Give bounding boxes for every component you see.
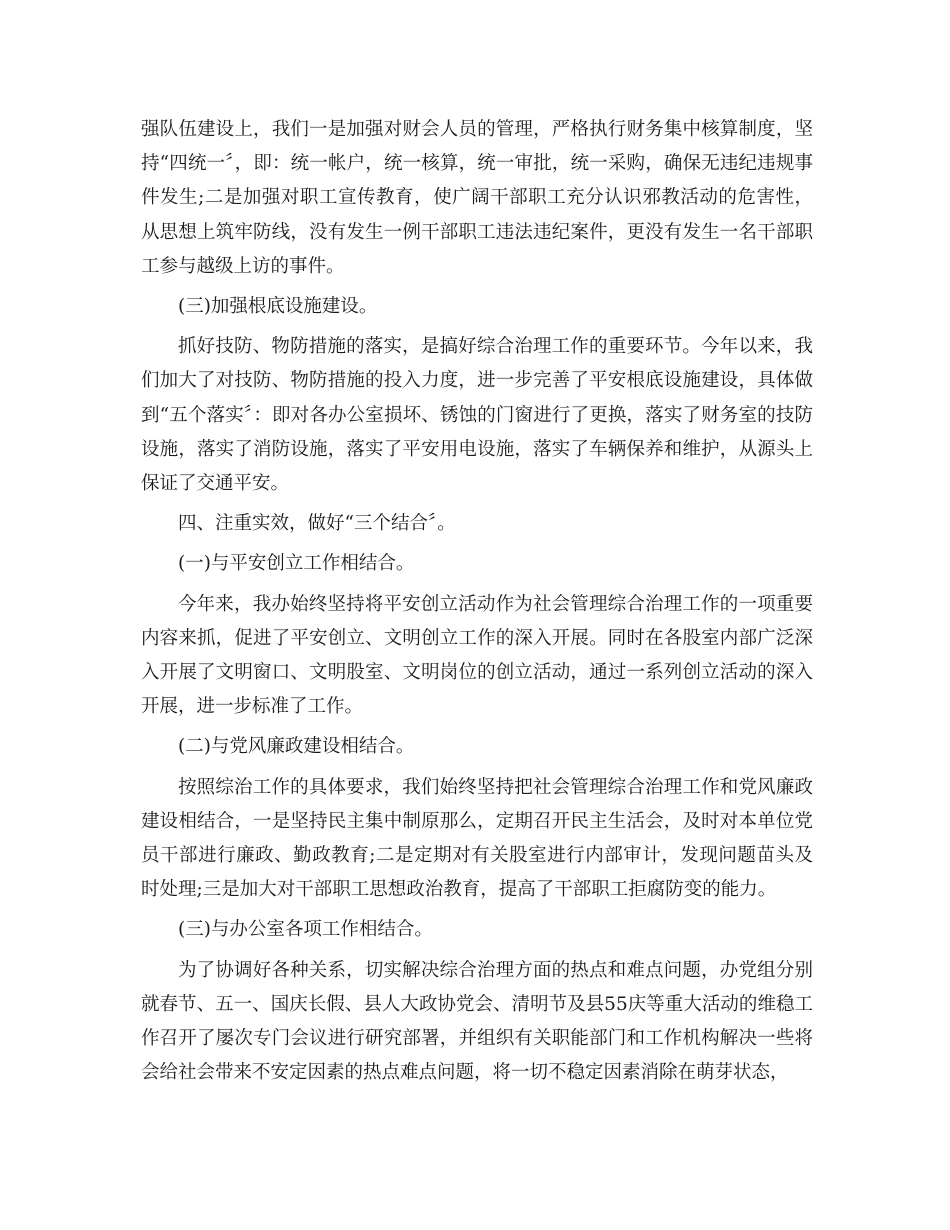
body-paragraph: 强队伍建设上，我们一是加强对财会人员的管理，严格执行财务集中核算制度，坚持“四统一〞，即：统一帐户，统一核算，统一审批，统一采购，确保无违纪违规事件发生;二是加强对职工宣传教育，使广阔干部职工充分认识邪教活动的危害性，从思想上筑牢防线，没有发生一例干部职工违法违纪案件，更没有发生一名干部职工参与越级上访的事件。 bbox=[141, 119, 813, 277]
body-paragraph: 今年来，我办始终坚持将平安创立活动作为社会管理综合治理工作的一项重要内容来抓，促进了平安创立、文明创立工作的深入开展。同时在各股室内部广泛深入开展了文明窗口、文明股室、文明岗位的创立活动，通过一系列创立活动的深入开展，进一步标准了工作。 bbox=[141, 593, 813, 718]
document-body bbox=[141, 113, 813, 1096]
section-heading: 四、注重实效，做好“三个结合〞。 bbox=[178, 513, 456, 535]
section-heading: (二)与党风廉政建设相结合。 bbox=[178, 736, 415, 758]
body-paragraph: 抓好技防、物防措施的落实，是搞好综合治理工作的重要环节。今年以来，我们加大了对技防、物防措施的投入力度，进一步完善了平安根底设施建设，具体做到“五个落实〞：即对各办公室损坏、锈蚀的门窗进行了更换，落实了财务室的技防设施，落实了消防设施，落实了平安用电设施，落实了车辆保养和维护，从源头上保证了交通平安。 bbox=[141, 336, 813, 495]
section-heading: (三)与办公室各项工作相结合。 bbox=[178, 919, 433, 941]
body-paragraph: 为了协调好各种关系，切实解决综合治理方面的热点和难点问题，办党组分别就春节、五一、国庆长假、县人大政协党会、清明节及县55庆等重大活动的维稳工作召开了屡次专门会议进行研究部署，并组织有关职能部门和工作机构解决一些将会给社会带来不安定因素的热点难点问题，将一切不稳定因素消除在萌芽状态， bbox=[141, 959, 813, 1084]
section-heading: (三)加强根底设施建设。 bbox=[178, 296, 378, 318]
body-paragraph: 按照综治工作的具体要求，我们始终坚持把社会管理综合治理工作和党风廉政建设相结合，一是坚持民主集中制原那么，定期召开民主生活会，及时对本单位党员干部进行廉政、勤政教育;二是定期对有关股室进行内部审计，发现问题苗头及时处理;三是加大对干部职工思想政治教育，提高了干部职工拒腐防变的能力。 bbox=[141, 776, 813, 901]
section-heading: (一)与平安创立工作相结合。 bbox=[178, 553, 415, 575]
